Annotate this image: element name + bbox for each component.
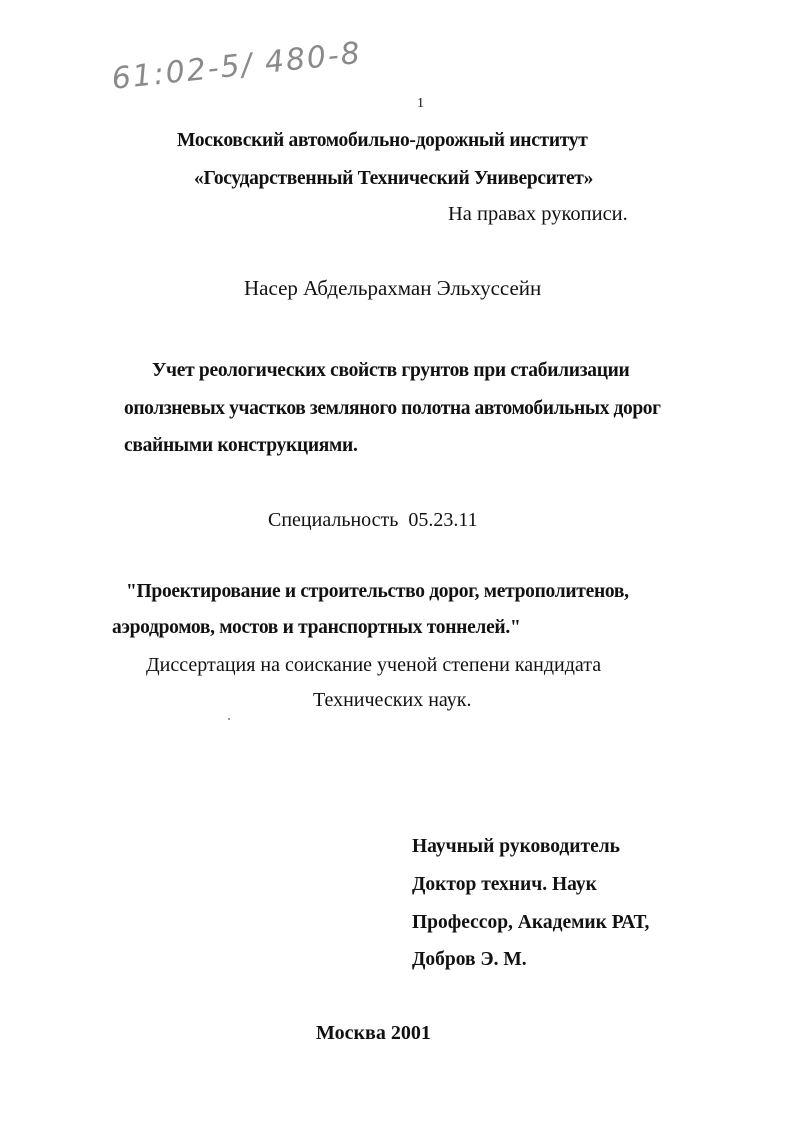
supervisor-degree: Доктор технич. Наук	[412, 874, 597, 895]
page-number: 1	[417, 96, 424, 111]
supervisor-name: Добров Э. М.	[412, 949, 527, 970]
specialty-label: Специальность	[268, 509, 399, 531]
degree-line: Технических наук.	[313, 689, 472, 711]
dissertation-title-line: свайными конструкциями.	[124, 435, 358, 456]
supervisor-role: Научный руководитель	[412, 836, 620, 857]
university-name: «Государственный Технический Университет»	[194, 168, 594, 189]
city-year: Москва 2001	[316, 1022, 431, 1044]
author-name: Насер Абдельрахман Эльхуссейн	[244, 276, 542, 300]
supervisor-titles: Профессор, Академик РАТ,	[412, 912, 650, 933]
manuscript-note: На правах рукописи.	[448, 203, 628, 225]
dissertation-title-line: оползневых участков земляного полотна автомобильных дорог	[124, 398, 661, 419]
dissertation-title-line: Учет реологических свойств грунтов при стабилизации	[152, 360, 630, 381]
degree-line: Диссертация на соискание ученой степени кандидата	[146, 654, 602, 676]
specialty-name-line: "Проектирование и строительство дорог, метрополитенов,	[126, 581, 629, 602]
handwritten-archive-number: 61:02-5/ 480-8	[110, 35, 364, 97]
specialty	[268, 509, 478, 532]
institute-name: Московский автомобильно-дорожный институт	[177, 130, 588, 151]
specialty-name-line: аэродромов, мостов и транспортных тоннелей."	[112, 617, 521, 638]
scan-artifact-dot	[228, 718, 230, 720]
specialty-code: 05.23.11	[408, 509, 478, 531]
